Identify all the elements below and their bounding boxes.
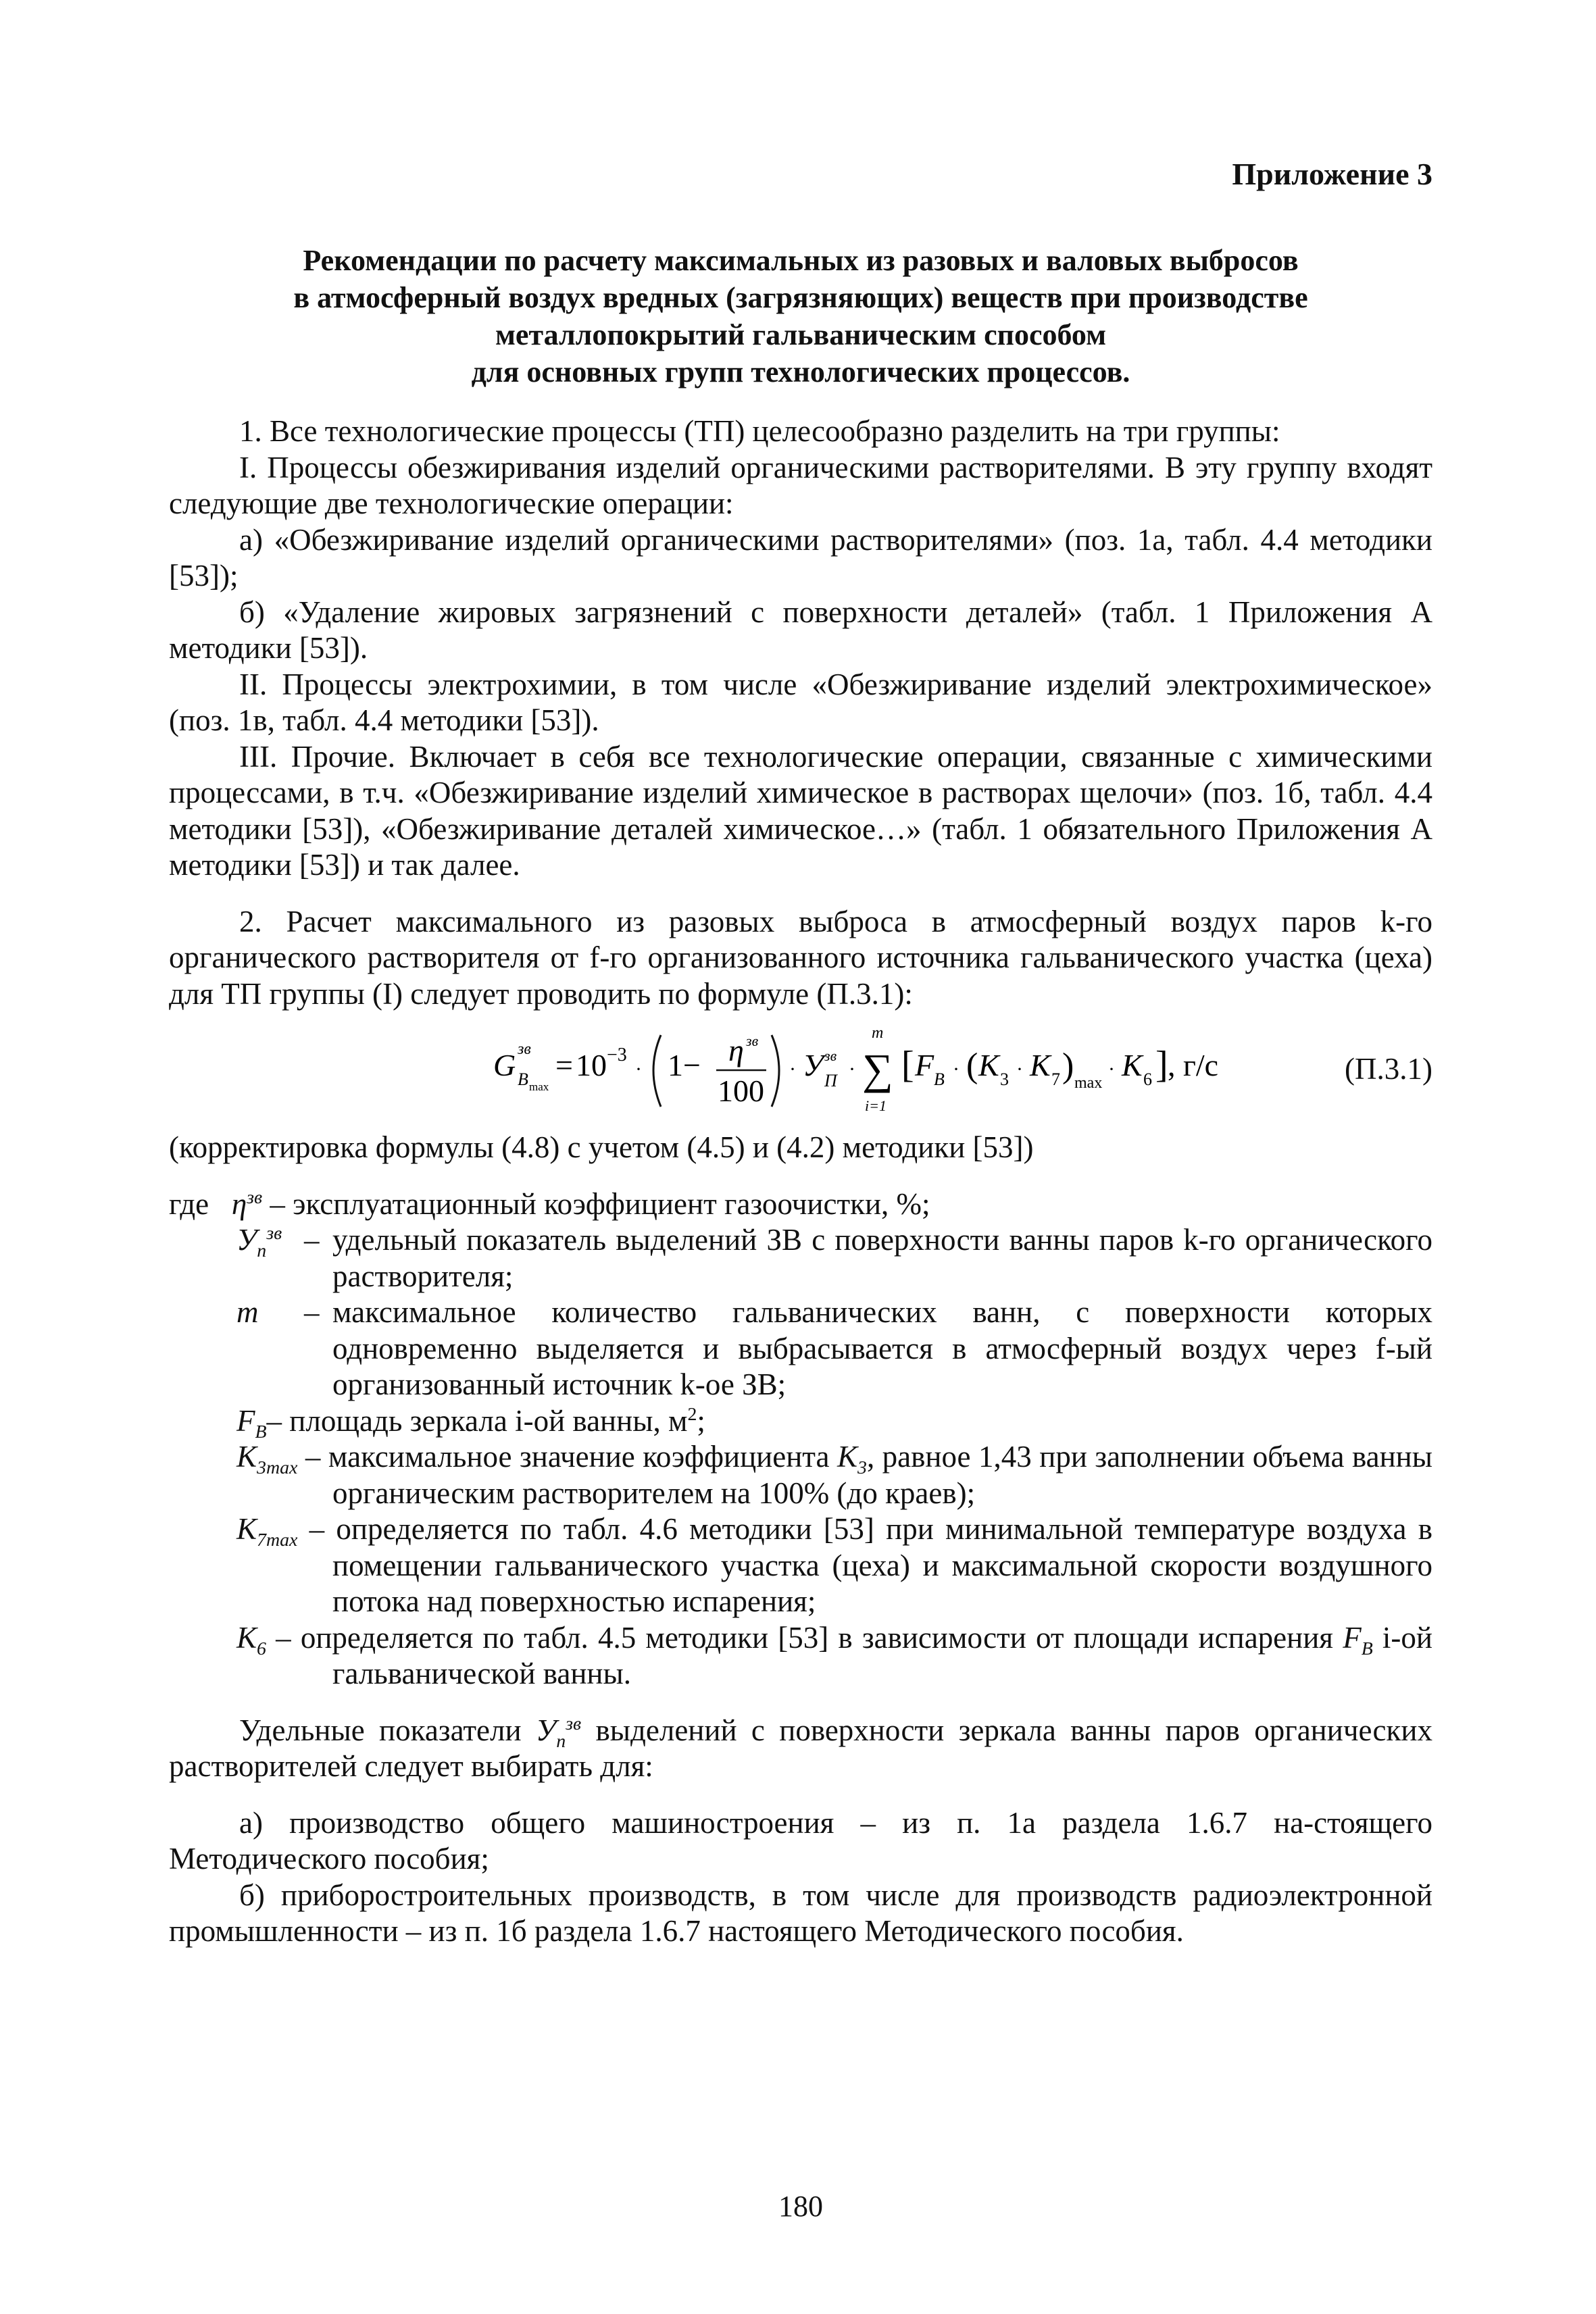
specific-indicators-paragraph: Удельные показатели $У_п^{зв}$ выделений с поверхности зеркала ванны паров органических растворителей следует выбирать для:	[169, 1713, 1432, 1783]
definition-k6: $K_6$ – определяется по табл. 4.5 методики [53] в зависимости от площади испарения $F_B$ i-ой гальванической ванны.	[236, 1620, 1432, 1690]
f-unit-superscript: 2	[687, 1403, 697, 1425]
formula-lhs-g: G	[493, 1048, 516, 1082]
formula-block	[169, 1017, 1432, 1123]
formula-equals: =	[555, 1048, 573, 1082]
where-word: где	[169, 1186, 209, 1221]
formula-sum-sign: ∑	[862, 1045, 893, 1093]
formula-k6-sub: 6	[1143, 1070, 1152, 1089]
title-line: в атмосферный воздух вредных (загрязняющих) веществ при производстве	[293, 281, 1308, 314]
formula-note: (корректировка формулы (4.8) с учетом (4.5) и (4.2) методики [53])	[169, 1130, 1034, 1164]
k6-subscript: 6	[257, 1638, 266, 1659]
title-line: для основных групп технологических процессов.	[471, 355, 1130, 388]
k7-subscript: 7max	[257, 1530, 298, 1551]
f-description: – площадь зеркала i-ой ванны, м	[266, 1403, 688, 1438]
formula-paren-open: (	[966, 1047, 978, 1085]
formula-k3-sub: 3	[1000, 1070, 1009, 1089]
formula-bracket-left: [	[901, 1044, 914, 1086]
title-line: металлопокрытий гальваническим способом	[495, 318, 1107, 351]
formula-hundred: 100	[718, 1074, 764, 1108]
definition-m: m – максимальное количество гальванических ванн, с поверхности которых одновременно выделяется и выбрасывается в атмосферный воздух через f-ый организованный источник k-ое ЗВ;	[236, 1295, 1432, 1401]
f-subscript: B	[255, 1421, 267, 1442]
formula-max: max	[1074, 1074, 1103, 1092]
k3-symbol: K	[236, 1440, 257, 1474]
formula-bracket-right: ]	[1155, 1044, 1168, 1086]
formula-dot: ·	[849, 1058, 855, 1080]
formula-dot: ·	[1016, 1058, 1023, 1080]
formula-f-sub: B	[934, 1070, 945, 1089]
eta-description: – эксплуатационный коэффициент газоочистки, %;	[262, 1186, 930, 1221]
document-body	[169, 413, 1432, 1950]
formula-eta: η	[728, 1033, 744, 1067]
formula-lhs-sup: зв	[518, 1040, 531, 1058]
group2-paragraph: II. Процессы электрохимии, в том числе «Обезжиривание изделий электрохимическое» (поз. 1в, табл. 4.4 методики [53]).	[169, 667, 1432, 737]
title-line: Рекомендации по расчету максимальных из разовых и валовых выбросов	[303, 244, 1299, 277]
operation-a: а) «Обезжиривание изделий органическими растворителями» (поз. 1а, табл. 4.4 методики [53]);	[169, 522, 1432, 593]
page-number: 180	[778, 2190, 823, 2223]
formula-f: F	[915, 1048, 934, 1082]
k6-symbol: K	[236, 1620, 257, 1655]
eta-symbol: η	[231, 1186, 247, 1221]
definition-eta	[169, 1186, 1432, 1223]
formula-ten-exponent: −3	[607, 1045, 627, 1065]
m-description: максимальное количество гальванических ванн, с поверхности которых одновременно выделяется и выбрасывается в атмосферный воздух через f-ый организованный источник k-ое ЗВ;	[332, 1295, 1432, 1401]
formula-lhs-subsub: max	[529, 1080, 549, 1093]
k6-description: i-ой гальванической ванны.	[332, 1620, 1432, 1690]
formula-eta-sup: зв	[746, 1032, 759, 1049]
formula-ten: 10	[576, 1048, 607, 1082]
group1-paragraph: I. Процессы обезжиривания изделий органическими растворителями. В эту группу входят следующие две технологические операции:	[169, 450, 1432, 520]
formula-dot: ·	[635, 1058, 642, 1080]
formula-y-sup: зв	[824, 1047, 837, 1064]
formula-dot: ·	[789, 1058, 796, 1080]
formula-lhs-sub: B	[518, 1070, 528, 1089]
formula-paren-right	[772, 1035, 779, 1107]
operation-b: б) «Удаление жировых загрязнений с поверхности деталей» (табл. 1 Приложения А методики [53]).	[169, 595, 1432, 665]
section1-intro: 1. Все технологические процессы (ТП) целесообразно разделить на три группы:	[239, 414, 1280, 448]
m-symbol: m	[236, 1295, 259, 1329]
k3-subscript: 3max	[257, 1457, 298, 1478]
formula-paren-close: )	[1062, 1047, 1074, 1085]
formula-dot: ·	[953, 1058, 959, 1080]
group3-paragraph: III. Прочие. Включает в себя все технологические операции, связанные с химическими процессами, в т.ч. «Обезжиривание изделий химическое в растворах щелочи» (поз. 1б, табл. 4.4 методики [53]), «Обезжиривание деталей химическое…» (табл. 1 обязательного Приложения А методики [53]) и так далее.	[169, 739, 1432, 882]
document-page	[169, 155, 1432, 2263]
eta-superscript: зв	[247, 1186, 263, 1208]
formula-p31	[493, 1023, 1237, 1117]
definition-k7	[169, 1511, 1432, 1620]
formula-y: У	[803, 1048, 824, 1082]
specific-item-a: а) производство общего машиностроения – из п. 1а раздела 1.6.7 на-стоящего Методического пособия;	[169, 1805, 1432, 1876]
formula-k6: K	[1122, 1048, 1143, 1082]
formula-one-minus: 1−	[668, 1048, 701, 1082]
formula-sum-top: m	[872, 1024, 884, 1042]
k7-symbol: K	[236, 1512, 257, 1546]
definition-k3: $K_{3max}$ – максимальное значение коэффициента $K_3$, равное 1,43 при заполнении объема ванны органическим растворителем на 100% (до краев);	[236, 1440, 1432, 1510]
k7-description: – определяется по табл. 4.6 методики [53] при минимальной температуре воздуха в помещении гальванического участка (цеха) и максимальной скорости воздушного потока над поверхностью испарения;	[297, 1512, 1432, 1618]
appendix-label: Приложение 3	[1232, 157, 1432, 191]
k3-description: , равное 1,43 при заполнении объема ванны органическим растворителем на 100% (до краев);	[332, 1440, 1432, 1510]
formula-dot: ·	[1108, 1058, 1115, 1080]
formula-k3: K	[978, 1048, 999, 1082]
definitions-list	[169, 1186, 1432, 1692]
y-symbol: $У_п^{зв}$	[236, 1223, 282, 1261]
y-description: удельный показатель выделений ЗВ с поверхности ванны паров k-го органического растворителя;	[332, 1223, 1432, 1293]
formula-k7-sub: 7	[1051, 1070, 1060, 1089]
formula-sum-bottom: i=1	[865, 1097, 887, 1114]
formula-k7: K	[1030, 1048, 1051, 1082]
formula-unit: , г/с	[1168, 1048, 1219, 1082]
definition-f: $F_B-$ площадь зеркала i-ой ванны, $м^2$;	[236, 1403, 705, 1442]
definition-y: $У_п^{зв}$ – удельный показатель выделений ЗВ с поверхности ванны паров k-го органического растворителя;	[236, 1223, 1432, 1293]
section2-paragraph: 2. Расчет максимального из разовых выброса в атмосферный воздух паров k-го органического растворителя от f-го организованного источника гальванического участка (цеха) для ТП группы (I) следует проводить по формуле (П.3.1):	[169, 904, 1432, 1011]
f-symbol: F	[236, 1403, 255, 1438]
formula-paren-left	[653, 1035, 661, 1107]
specific-item-b: б) приборостроительных производств, в том числе для производств радиоэлектронной промышленности – из п. 1б раздела 1.6.7 настоящего Методического пособия.	[169, 1878, 1432, 1948]
formula-y-sub: П	[824, 1071, 837, 1090]
document-title	[169, 242, 1432, 391]
equation-number: (П.3.1)	[1345, 1052, 1432, 1086]
